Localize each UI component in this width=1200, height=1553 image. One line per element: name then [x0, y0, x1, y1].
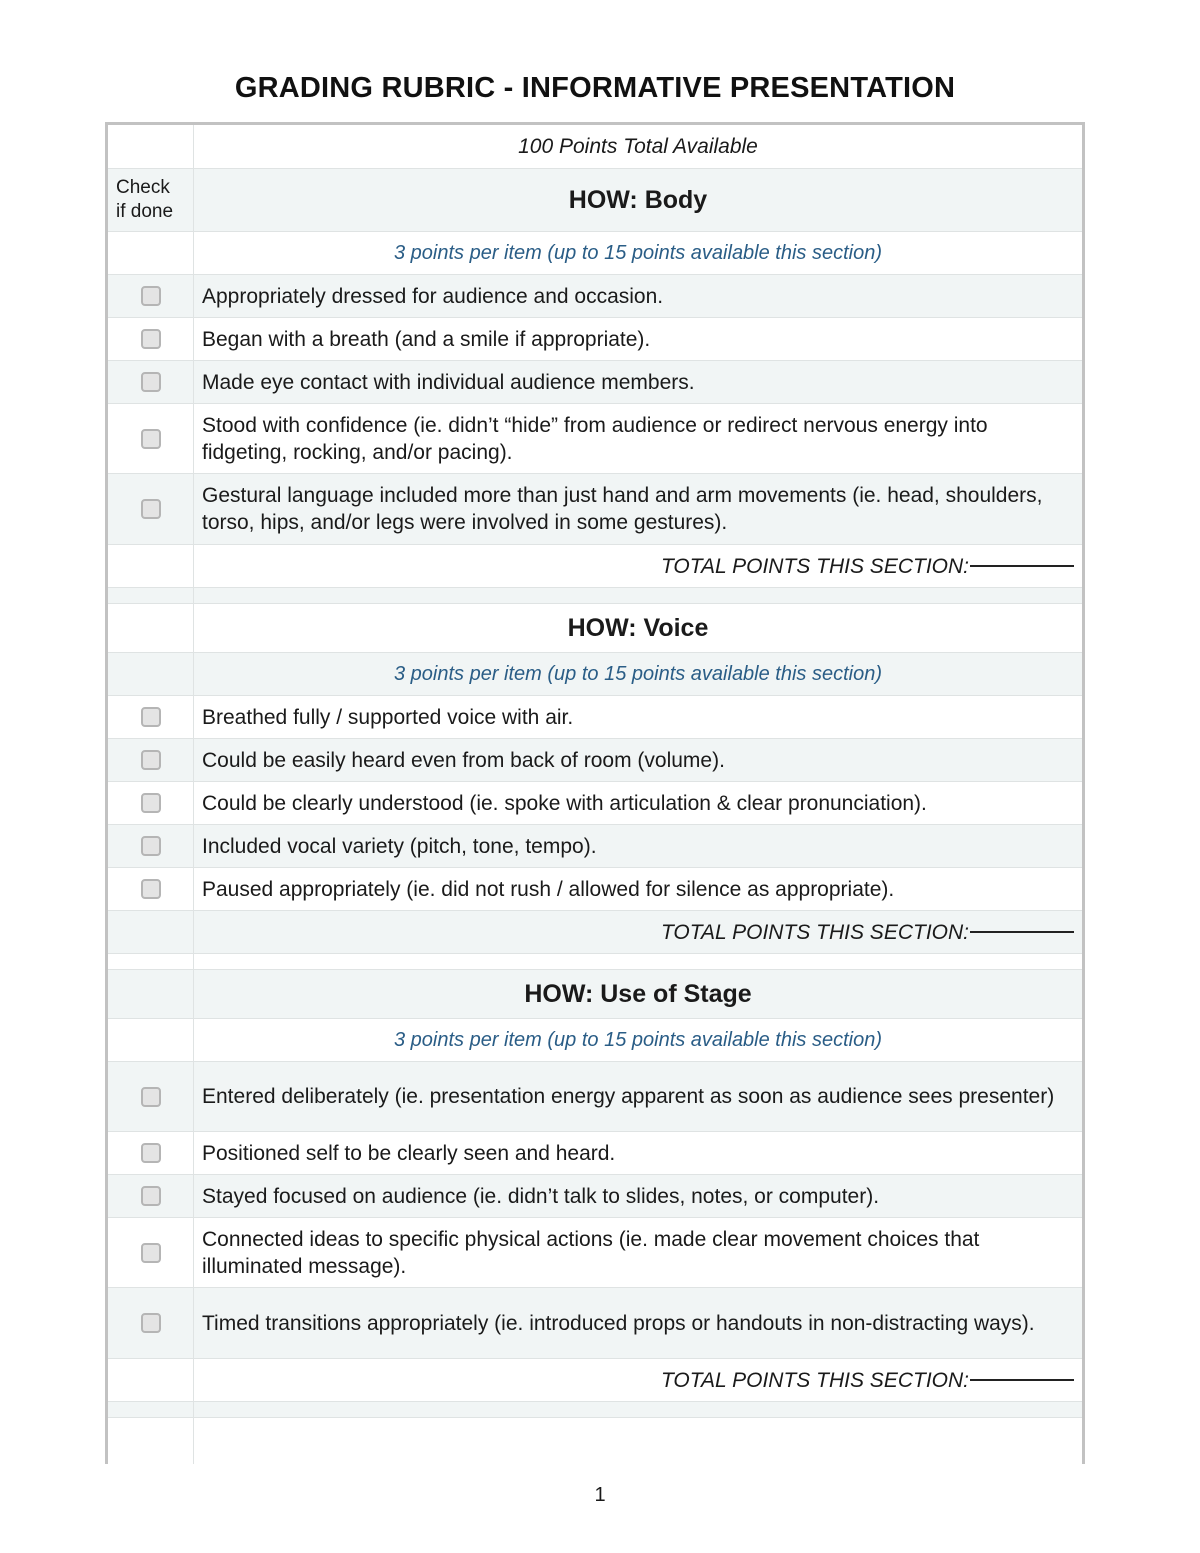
empty-row — [108, 1418, 1082, 1464]
done-checkbox[interactable] — [141, 372, 161, 392]
section-title: HOW: Use of Stage — [524, 979, 752, 1008]
rubric-item-row — [108, 696, 1082, 739]
done-checkbox[interactable] — [141, 499, 161, 519]
done-checkbox[interactable] — [141, 1313, 161, 1333]
points-note-row — [108, 1019, 1082, 1062]
rubric-item-row — [108, 1288, 1082, 1359]
done-checkbox[interactable] — [141, 707, 161, 727]
rubric-item-row — [108, 1175, 1082, 1218]
spacer-row — [108, 954, 1082, 970]
rubric-item-text: Entered deliberately (ie. presentation energy apparent as soon as audience sees presenter) — [202, 1085, 1055, 1108]
rubric-item-row — [108, 474, 1082, 545]
done-checkbox[interactable] — [141, 329, 161, 349]
done-checkbox[interactable] — [141, 793, 161, 813]
rubric-item-text: Made eye contact with individual audience members. — [202, 370, 695, 394]
section-title: HOW: Body — [568, 185, 708, 214]
total-available-note: 100 Points Total Available — [518, 135, 758, 158]
rubric-item-text: Gestural language included more than just hand and arm movements (ie. head, shoulders, torso, hips, and/or legs were involved in some gestures). — [202, 484, 1043, 534]
rubric-item-text: Timed transitions appropriately (ie. introduced props or handouts in non-distracting ways). — [202, 1311, 1035, 1335]
spacer-row — [108, 1402, 1082, 1418]
rubric-item-row — [108, 739, 1082, 782]
rubric-item-row — [108, 1062, 1082, 1132]
done-checkbox[interactable] — [141, 1243, 161, 1263]
section-header-row — [108, 169, 1082, 232]
section-total-row — [108, 911, 1082, 954]
section-header-row — [108, 604, 1082, 653]
section-total — [194, 545, 1082, 587]
section-total-label: TOTAL POINTS THIS SECTION: — [660, 920, 969, 944]
points-note-row — [108, 232, 1082, 275]
rubric-item-row — [108, 318, 1082, 361]
rubric-item-row — [108, 868, 1082, 911]
done-checkbox[interactable] — [141, 429, 161, 449]
section-total-row — [108, 1359, 1082, 1402]
points-note: 3 points per item (up to 15 points available this section) — [393, 241, 883, 264]
check-column-cell — [108, 125, 194, 168]
done-checkbox[interactable] — [141, 1143, 161, 1163]
done-checkbox[interactable] — [141, 1087, 161, 1107]
rubric-item-text: Breathed fully / supported voice with air. — [202, 705, 574, 729]
spacer-row — [108, 588, 1082, 604]
section-header-row — [108, 970, 1082, 1019]
rubric-item-text: Connected ideas to specific physical actions (ie. made clear movement choices that illuminated message). — [202, 1227, 980, 1278]
rubric-item-text: Appropriately dressed for audience and occasion. — [202, 284, 664, 308]
done-checkbox[interactable] — [141, 286, 161, 306]
section-title: HOW: Voice — [567, 613, 709, 642]
section-total — [194, 911, 1082, 953]
rubric-item-text: Could be easily heard even from back of room (volume). — [202, 748, 725, 772]
section-total-label: TOTAL POINTS THIS SECTION: — [660, 554, 969, 578]
rubric-table — [105, 122, 1085, 1464]
rubric-item-row — [108, 361, 1082, 404]
page-number: 1 — [594, 1484, 606, 1506]
section-total — [194, 1359, 1082, 1401]
rubric-item-text: Stayed focused on audience (ie. didn’t talk to slides, notes, or computer). — [202, 1184, 880, 1208]
done-checkbox[interactable] — [141, 879, 161, 899]
done-checkbox[interactable] — [141, 1186, 161, 1206]
rubric-item-row — [108, 825, 1082, 868]
total-available-row — [108, 125, 1082, 169]
section-total-label: TOTAL POINTS THIS SECTION: — [660, 1368, 969, 1392]
rubric-item-text: Included vocal variety (pitch, tone, tempo). — [202, 834, 597, 858]
points-note: 3 points per item (up to 15 points available this section) — [393, 1028, 883, 1051]
rubric-item-row — [108, 782, 1082, 825]
check-if-done-label: Check if done — [108, 169, 194, 231]
rubric-item-row — [108, 275, 1082, 318]
page-title: GRADING RUBRIC - INFORMATIVE PRESENTATION — [234, 72, 956, 104]
rubric-item-text: Began with a breath (and a smile if appropriate). — [202, 327, 651, 351]
rubric-item-row — [108, 404, 1082, 474]
points-note-row — [108, 653, 1082, 696]
points-note: 3 points per item (up to 15 points available this section) — [393, 662, 883, 685]
rubric-item-text: Positioned self to be clearly seen and heard. — [202, 1141, 616, 1165]
rubric-item-text: Stood with confidence (ie. didn’t “hide” from audience or redirect nervous energy into fidgeting, rocking, and/or pacing). — [202, 413, 988, 464]
rubric-item-text: Could be clearly understood (ie. spoke with articulation & clear pronunciation). — [202, 791, 927, 815]
rubric-item-row — [108, 1218, 1082, 1288]
section-total-row — [108, 545, 1082, 588]
done-checkbox[interactable] — [141, 750, 161, 770]
done-checkbox[interactable] — [141, 836, 161, 856]
total-points-blank — [970, 565, 1074, 567]
rubric-item-text: Paused appropriately (ie. did not rush / allowed for silence as appropriate). — [202, 877, 895, 901]
total-points-blank — [970, 1379, 1074, 1381]
total-points-blank — [970, 931, 1074, 933]
rubric-item-row — [108, 1132, 1082, 1175]
